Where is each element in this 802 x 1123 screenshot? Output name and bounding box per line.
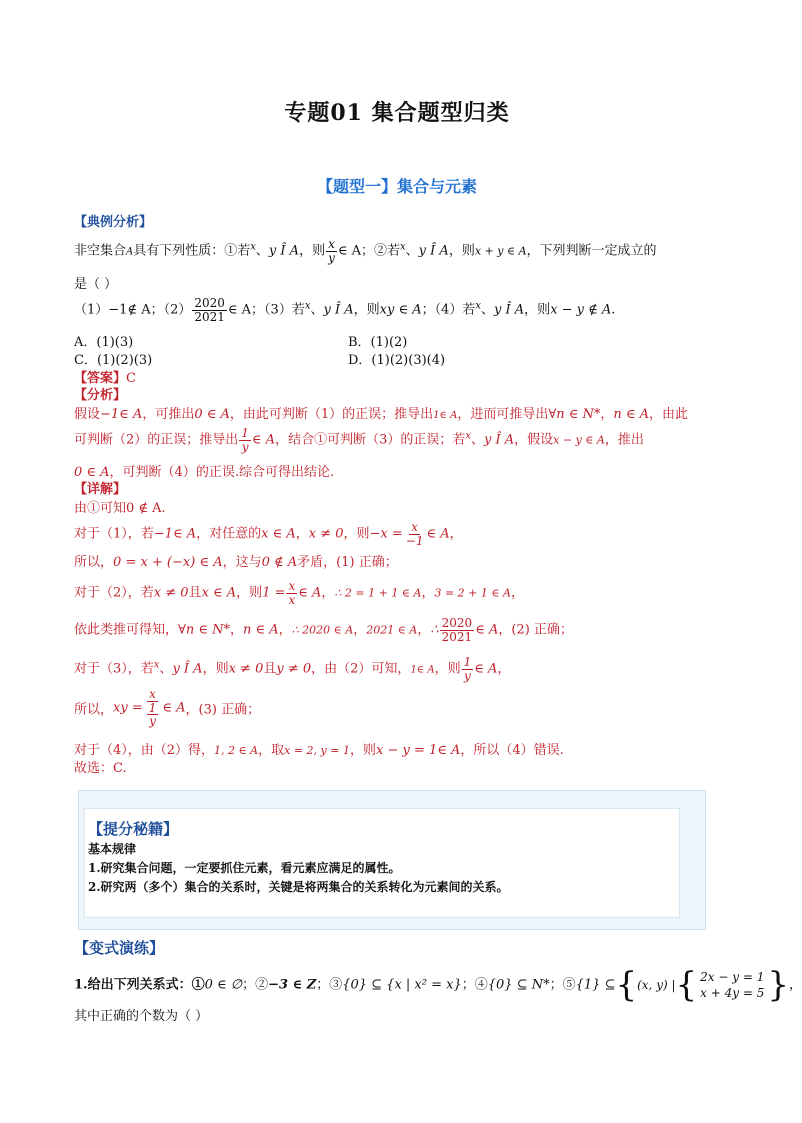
d-math: 2021 ∈ A (366, 623, 418, 637)
a-text: ， (600, 407, 614, 422)
p-math: {1} ⊆ (575, 977, 616, 993)
detail-line-7 (74, 688, 260, 728)
p-text: 1.给出下列关系式：① (74, 977, 205, 993)
left-brace: { (615, 965, 638, 1005)
d-text: ， (417, 622, 431, 638)
a-text: ，可推出 (142, 407, 195, 422)
d-text: ， (510, 585, 524, 601)
fraction-denominator: y (149, 714, 156, 729)
p-math: {0} ⊆ {x | x² = x} (342, 977, 462, 993)
a-text: ，可判断（4）的正误.综合可得出结论. (109, 465, 335, 480)
d-math: ∈ A (426, 526, 450, 542)
d-math: x ≠ 0 (228, 661, 264, 677)
fraction-denominator: y (241, 439, 249, 454)
fraction-numerator: x (288, 579, 296, 593)
answer-tag: 【答案】 (74, 371, 127, 386)
d-math: ∴ 2020 ∈ A (291, 623, 354, 637)
p-math: 0 ∈ ∅ (204, 977, 243, 993)
d-math: 1∈ A (410, 664, 435, 676)
question-line-2: 是（ ） (74, 277, 118, 292)
q-math: xy ∈ A (379, 302, 422, 318)
d-math: ∴ (430, 622, 439, 638)
a-math: 0 ∈ A (194, 407, 230, 422)
d-math: −x = (369, 526, 403, 542)
d-math: x ≠ 0 (153, 585, 189, 601)
section-title: 【题型一】集合与元素 (316, 177, 477, 196)
fraction-numerator: 1 (241, 426, 249, 440)
detail-line-1: 由①可知0 ∉ A. (74, 501, 166, 516)
a-var: x (465, 430, 471, 442)
fraction (239, 427, 251, 453)
q-text: 、 (310, 302, 324, 318)
option-d: D．(1)(2)(3)(4) (348, 353, 446, 368)
a-text: ，由此 (649, 407, 689, 422)
d-text: ， (449, 526, 463, 542)
d-math: y ≠ 0 (276, 661, 312, 677)
a-text: ，结合①可判断（3）的正误；若 (275, 432, 466, 448)
a-math: 0 ∈ A (74, 465, 110, 480)
d-text: 对于（4），由（2）得， (74, 743, 215, 758)
q-text: （1）−1∉ A；（2） (74, 302, 192, 318)
d-text: 、 (159, 661, 173, 677)
q-text: 具有下列性质：①若 (133, 243, 251, 259)
a-math: −1∈ A (100, 407, 143, 422)
a-math: n ∈ A (613, 407, 650, 422)
fraction-numerator: 2020 (194, 296, 225, 310)
fraction-denominator: y (328, 250, 335, 265)
a-text: 假设 (74, 407, 101, 422)
d-math: 3 = 2 + 1 ∈ A (434, 586, 511, 600)
a-text: 、 (471, 432, 485, 448)
tip-point-1: 1.研究集合问题，一定要抓住元素，看元素应满足的属性。 (88, 861, 401, 875)
p-text: ；② (242, 977, 269, 993)
d-math: ∀n ∈ N* (178, 622, 230, 638)
d-text: ，则 (343, 526, 370, 542)
d-text: ，这与 (222, 555, 262, 570)
q-var: x (400, 241, 406, 253)
practice-question-1-ask: 其中正确的个数为（ ） (74, 1009, 209, 1024)
tip-point-2: 2.研究两（多个）集合的关系时，关键是将两集合的关系转化为元素间的关系。 (88, 880, 509, 894)
fraction-numerator: x (149, 687, 156, 701)
d-text: ，对任意的 (196, 526, 262, 542)
d-var: y Î A (172, 661, 203, 677)
a-text: ，推出 (604, 432, 644, 448)
a-math: ∀n ∈ N* (548, 407, 601, 422)
question-line-1 (74, 238, 657, 264)
q-text: ，下列判断一定成立的 (526, 243, 657, 259)
equation-system-set (615, 965, 789, 1005)
fraction-denominator: x (288, 592, 296, 607)
right-brace: } (767, 965, 789, 1005)
d-math: −1∈ A (153, 526, 197, 542)
example-tag: 【典例分析】 (74, 215, 153, 230)
d-text: ，所以（4）错误. (460, 743, 564, 758)
fraction (326, 238, 337, 264)
detail-line-5 (74, 617, 573, 643)
q-text: ，则 (353, 302, 380, 318)
option-c: C．(1)(2)(3) (74, 353, 153, 368)
d-math: 1 = (262, 585, 286, 601)
page-title: 专题01 集合题型归类 (284, 100, 510, 126)
system-brace: { (675, 965, 698, 1005)
p-text: ；④ (461, 977, 488, 993)
analysis-line-2 (74, 427, 644, 453)
a-math: x − y ∈ A (553, 433, 605, 447)
fraction-denominator: −1 (405, 533, 424, 548)
q-text: ∈ A；②若 (337, 243, 401, 259)
d-text: ， (353, 622, 367, 638)
d-math: n ∈ A (243, 622, 279, 638)
p-math: −3 ∈ Z (268, 977, 317, 993)
d-text: ，则 (236, 585, 263, 601)
d-math: xy = (113, 700, 143, 716)
q-text: 非空集合 (74, 243, 127, 259)
fraction-numerator: x (411, 520, 418, 534)
fraction (404, 521, 426, 547)
d-math: ∈ A (474, 661, 498, 677)
analysis-tag: 【分析】 (74, 388, 127, 403)
equation-lines (700, 969, 764, 1001)
detail-line-2 (74, 521, 463, 547)
d-text: 所以， (74, 702, 114, 718)
fraction-denominator: 2021 (194, 309, 225, 324)
fraction-numerator: 1 (463, 655, 472, 669)
a-var: y Î A (484, 432, 515, 448)
d-math: 1, 2 ∈ A (214, 744, 259, 757)
q-text: ，则 (299, 243, 326, 259)
d-text: ， (497, 661, 511, 677)
q-text: 、 (481, 302, 495, 318)
q-math: x + y ∈ A (474, 244, 527, 258)
d-text: 且 (188, 585, 202, 601)
q-text: ，则 (448, 243, 475, 259)
detail-line-3 (74, 551, 398, 570)
d-math: x = 2, y = 1 (284, 744, 350, 757)
fraction-denominator: y (464, 668, 471, 683)
q-text: 、 (405, 243, 419, 259)
a-text: ，进而可推导出 (457, 407, 549, 422)
d-text: ，(3) 正确； (185, 702, 261, 718)
practice-question-1 (74, 965, 802, 1005)
d-math: ∈ A (162, 700, 186, 716)
d-math: x ≠ 0 (308, 526, 344, 542)
d-text: ， (421, 585, 435, 601)
equation-2: x + 4y = 5 (700, 986, 765, 1000)
detail-tag: 【详解】 (74, 482, 127, 497)
d-text: ，则 (349, 743, 376, 758)
p-math: (x, y) | (637, 978, 676, 992)
d-math: x ∈ A (261, 526, 296, 542)
fraction (462, 656, 474, 682)
question-line-3 (74, 297, 615, 323)
detail-line-4 (74, 580, 524, 606)
a-math: ∈ A (251, 432, 276, 448)
option-b: B．(1)(2) (348, 335, 408, 350)
p-text: ；③ (316, 977, 343, 993)
d-math: x ∈ A (201, 585, 237, 601)
p-text: ；⑤ (549, 977, 576, 993)
d-math: ∴ 2 = 1 + 1 ∈ A (334, 586, 422, 600)
fraction (440, 617, 475, 643)
d-text: 对于（2），若 (74, 585, 154, 601)
d-math: 0 ∉ A (261, 555, 298, 570)
q-var: y Î A (418, 243, 449, 259)
fraction (192, 297, 227, 323)
q-var: A (126, 246, 134, 258)
d-text: ，由（2）可知， (311, 661, 411, 677)
d-math: ∈ A (298, 585, 322, 601)
d-text: ，则 (434, 661, 461, 677)
practice-tag: 【变式演练】 (74, 939, 165, 957)
fraction-numerator: 2020 (441, 616, 473, 630)
q-var: x (250, 241, 256, 253)
d-text: ， (230, 622, 244, 638)
d-text: 对于（3），若 (74, 661, 154, 677)
answer-value: C (126, 371, 136, 386)
q-var: x (475, 300, 482, 312)
fraction-denominator (144, 702, 162, 728)
fraction-numerator: 1 (148, 700, 157, 715)
q-text: ，则 (524, 302, 551, 318)
d-math: x − y = 1∈ A (375, 743, 461, 758)
fraction-denominator: 2021 (441, 629, 473, 644)
compound-fraction (144, 688, 162, 728)
d-text: ， (278, 622, 292, 638)
d-text: 且 (263, 661, 277, 677)
d-math: ∈ A (475, 622, 499, 638)
detail-line-9: 故选：C. (74, 761, 127, 776)
d-text: 所以， (74, 555, 114, 570)
a-text: 可判断（2）的正误；推导出 (74, 432, 239, 448)
option-a: A．(1)(3) (74, 335, 134, 350)
fraction (147, 702, 159, 728)
q-var: y Î A (323, 302, 354, 318)
detail-line-6 (74, 656, 510, 682)
d-text: ，则 (202, 661, 229, 677)
q-var: y Î A (268, 243, 300, 259)
equation-1: 2x − y = 1 (700, 969, 765, 984)
d-text: ， (321, 585, 335, 601)
fraction (286, 580, 297, 606)
q-text: 、 (255, 243, 269, 259)
d-math: 0 = x + (−x) ∈ A (113, 555, 223, 570)
d-text: 依此类推可得知， (74, 622, 179, 638)
d-var: x (153, 659, 160, 671)
d-text: ，取 (258, 743, 285, 758)
q-text: ∈ A；（3）若 (227, 302, 305, 318)
d-text: ， (295, 526, 309, 542)
q-var: x (304, 300, 311, 312)
d-text: 对于（1），若 (74, 526, 154, 542)
q-text: ；（4）若 (421, 302, 476, 318)
q-math: x − y ∉ A. (550, 302, 616, 318)
q-var: y Î A (494, 302, 525, 318)
d-text: ，(2) 正确； (498, 622, 573, 638)
a-text: ，由此可判断（1）的正误；推导出 (229, 407, 434, 422)
a-text: ，假设 (514, 432, 554, 448)
fraction-numerator: x (328, 237, 335, 251)
d-text: 矛盾，(1) 正确； (297, 555, 398, 570)
detail-line-8 (74, 739, 564, 758)
p-text: ， (788, 977, 802, 993)
p-math: {0} ⊆ N* (487, 977, 550, 993)
tip-title: 【提分秘籍】 (88, 820, 179, 838)
a-math: 1∈ A (433, 410, 458, 421)
analysis-line-1 (74, 403, 688, 422)
tip-subtitle: 基本规律 (88, 842, 137, 856)
